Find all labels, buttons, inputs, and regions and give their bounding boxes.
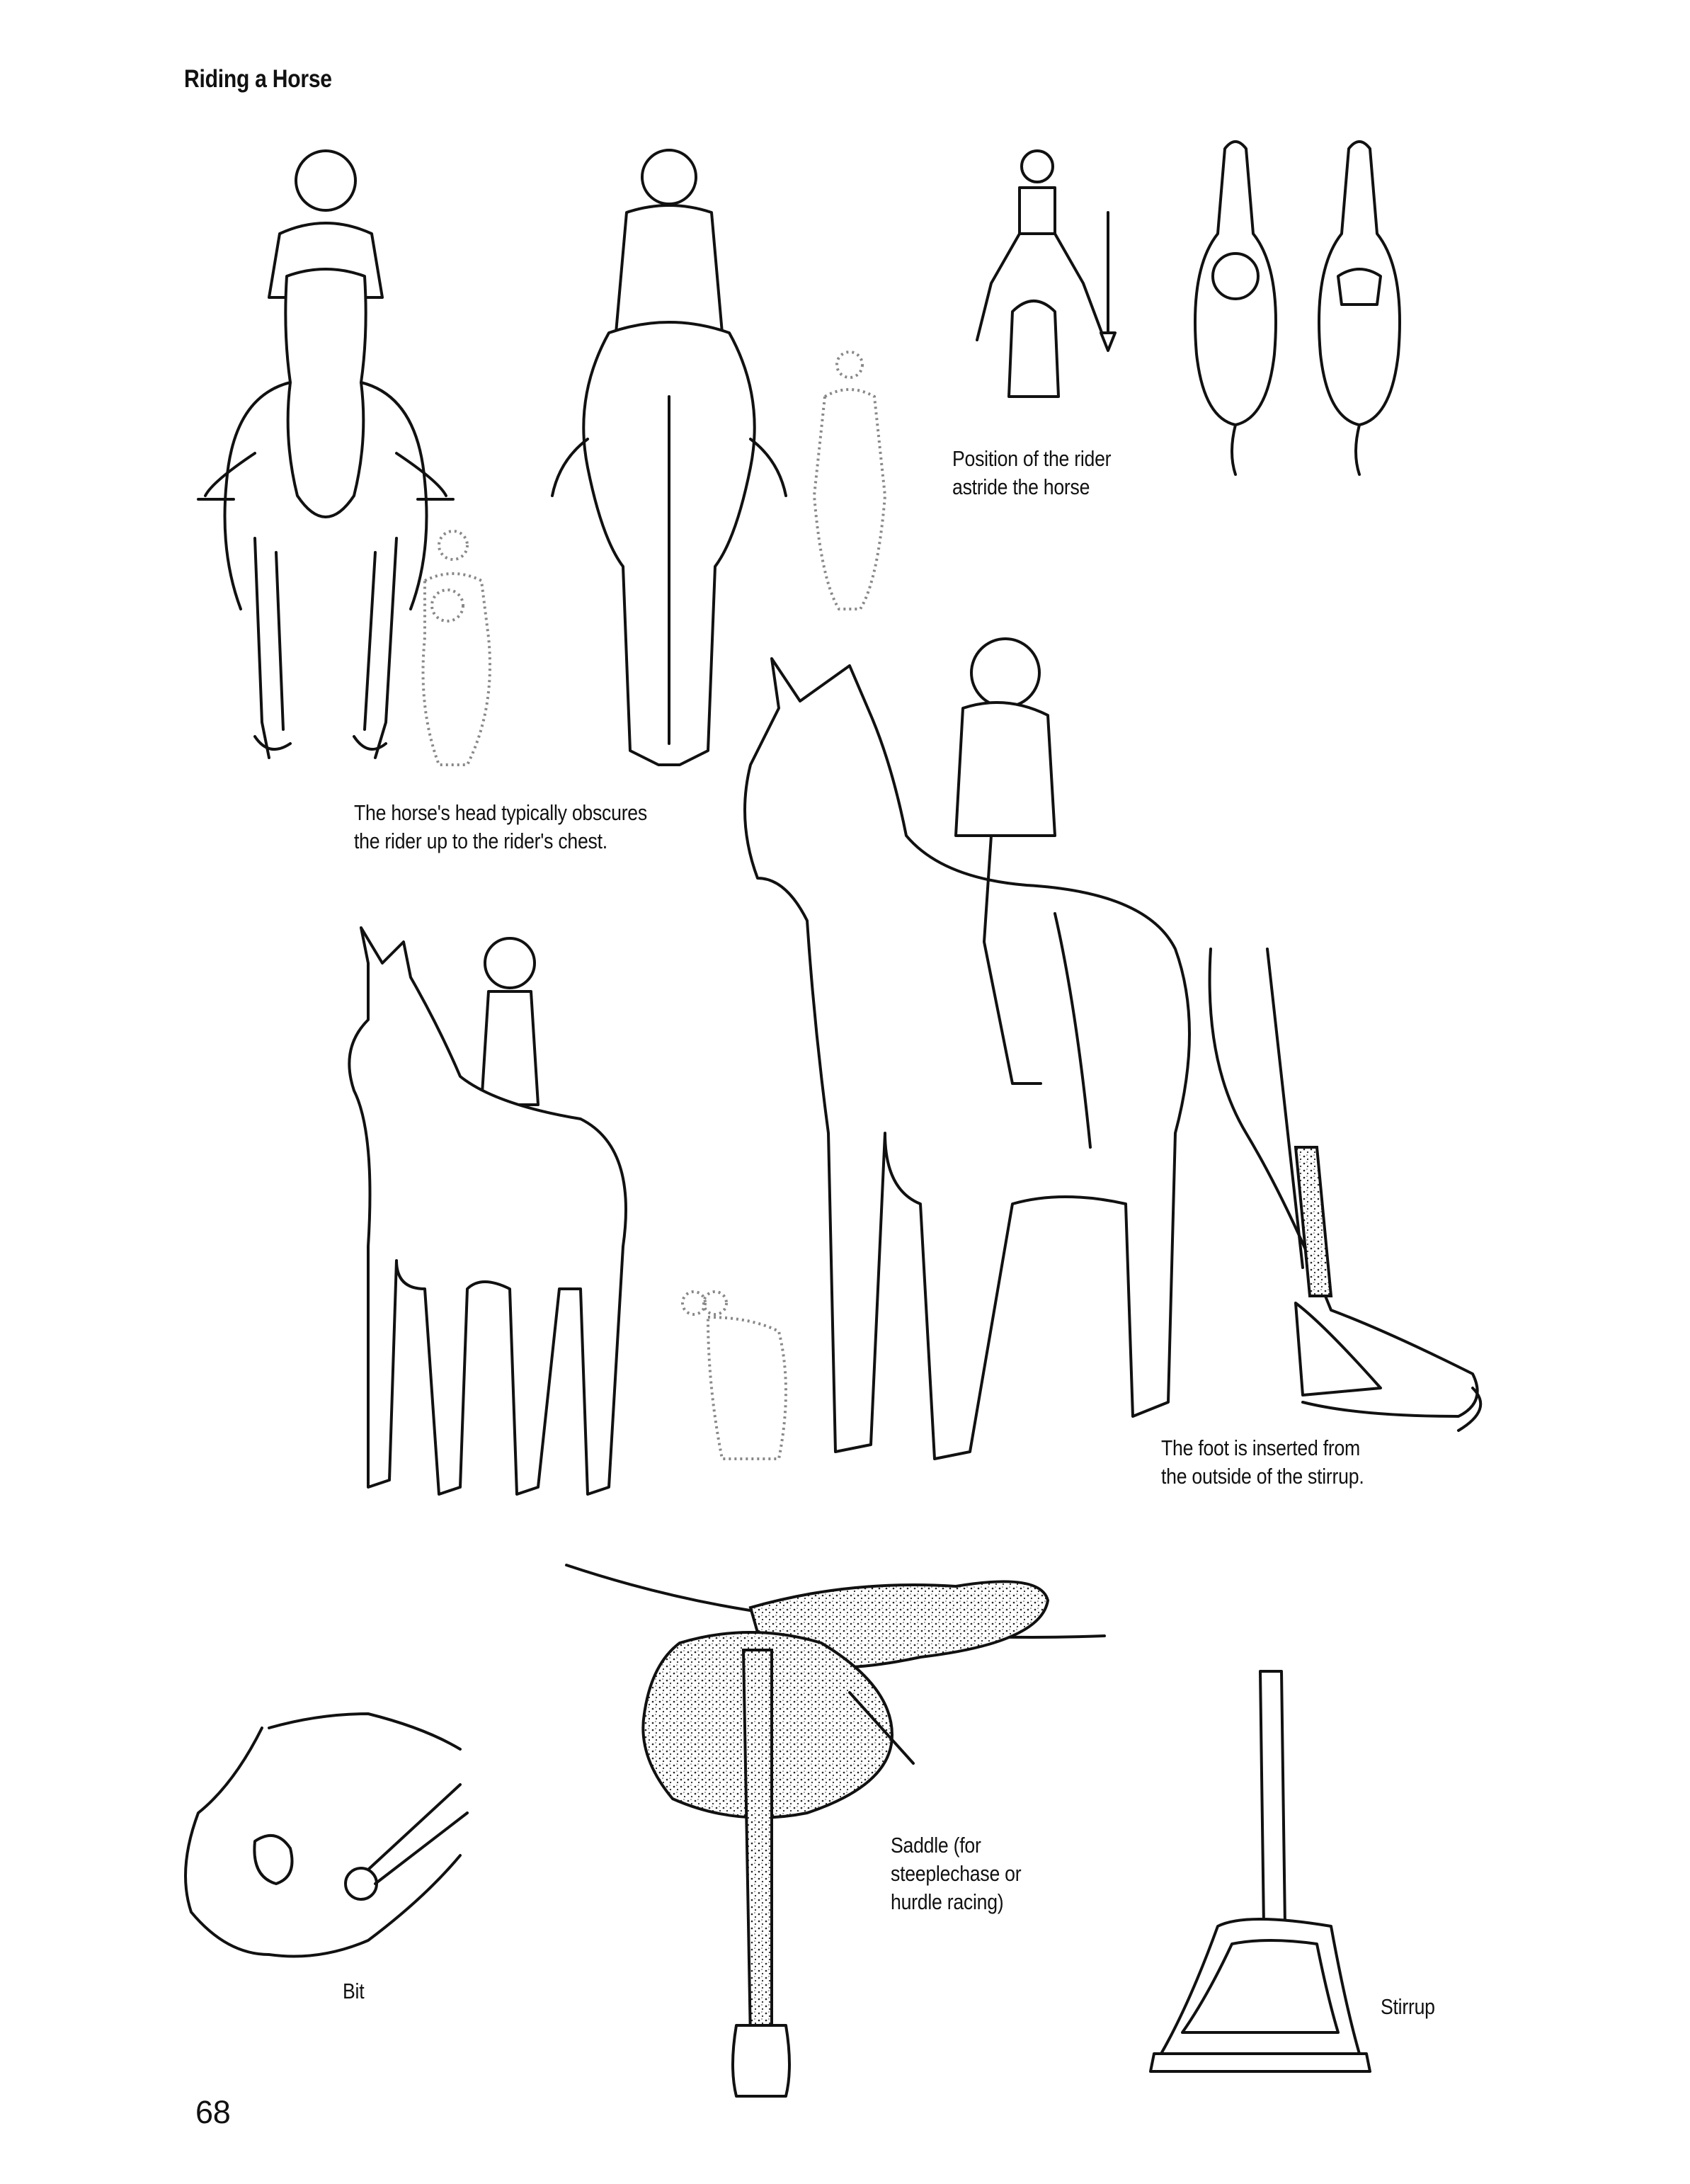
caption-rider-position — [952, 445, 1111, 501]
top-view-horses-illustration — [1195, 142, 1400, 474]
page-number: 68 — [195, 2094, 231, 2130]
caption-saddle — [891, 1831, 1021, 1916]
back-view-horse-illustration — [552, 150, 786, 765]
caption-line: the outside of the stirrup. — [1161, 1464, 1364, 1489]
rear-three-quarter-horse-illustration — [349, 928, 626, 1494]
ghost-figure-small-1 — [423, 531, 491, 765]
caption-bit: Bit — [343, 1979, 365, 2003]
side-view-horse-rider-illustration — [745, 639, 1189, 1459]
page-title: Riding a Horse — [184, 65, 332, 93]
caption-line: Saddle (for — [891, 1833, 981, 1858]
ghost-figure-small-2 — [814, 352, 885, 609]
caption-line: Position of the rider — [952, 446, 1112, 471]
caption-head-obscures — [354, 799, 647, 855]
caption-line: The horse's head typically obscures — [354, 800, 647, 825]
ghost-horse-small — [683, 1292, 786, 1459]
saddle-illustration — [566, 1565, 1104, 2096]
caption-line: the rider up to the rider's chest. — [354, 829, 607, 853]
foot-in-stirrup-illustration — [1210, 949, 1481, 1431]
caption-line: The foot is inserted from — [1161, 1435, 1361, 1460]
caption-line: steeplechase or — [891, 1861, 1022, 1886]
stirrup-illustration — [1151, 1671, 1370, 2071]
rider-astride-diagram — [977, 151, 1115, 397]
caption-foot-insert — [1161, 1434, 1364, 1491]
caption-line: astride the horse — [952, 474, 1090, 499]
caption-line: hurdle racing) — [891, 1889, 1004, 1914]
front-view-horse-illustration — [198, 151, 453, 758]
caption-stirrup: Stirrup — [1381, 1994, 1435, 2019]
bit-muzzle-illustration — [185, 1714, 467, 1957]
